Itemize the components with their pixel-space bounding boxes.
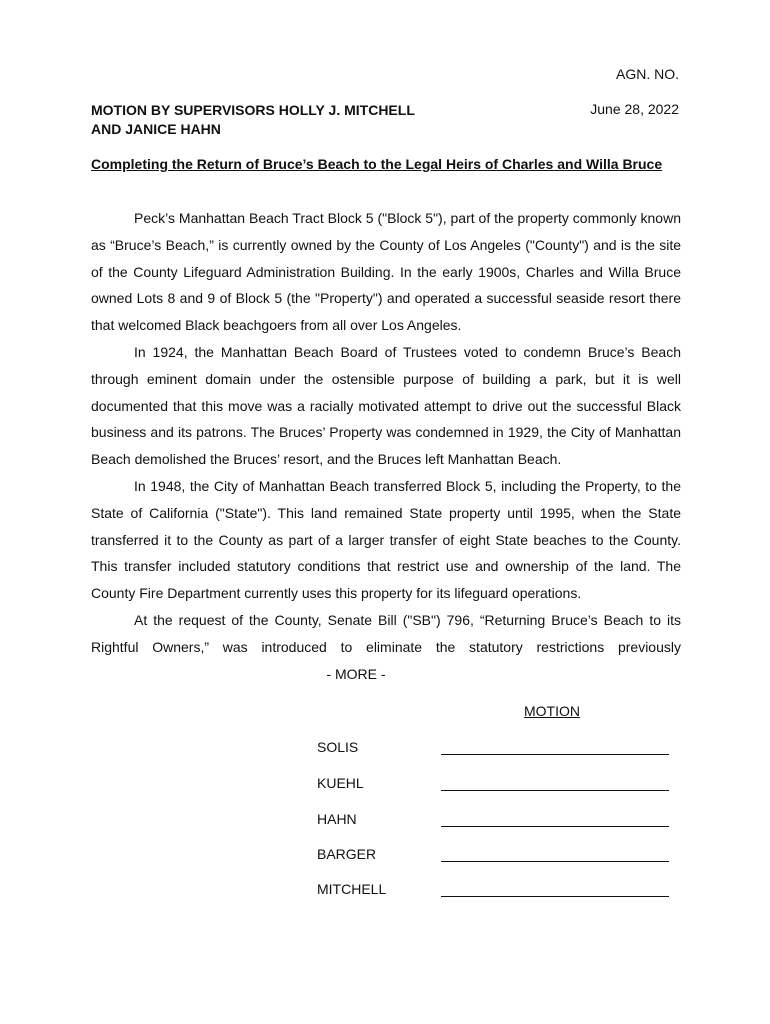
signature-line xyxy=(441,896,669,897)
vote-row-kuehl xyxy=(317,775,669,795)
vote-row-mitchell xyxy=(317,881,669,901)
body-paragraph: At the request of the County, Senate Bill ("SB") 796, “Returning Bruce’s Beach to its Rightful Owners,” was introduced to eliminate the statutory restrictions previously xyxy=(91,611,681,655)
motion-title: Completing the Return of Bruce’s Beach to the Legal Heirs of Charles and Willa Bruce xyxy=(91,156,663,172)
supervisor-name: KUEHL xyxy=(317,775,364,791)
supervisor-name: BARGER xyxy=(317,846,377,862)
motion-body xyxy=(91,205,681,661)
motion-by-line-1: MOTION BY SUPERVISORS HOLLY J. MITCHELL xyxy=(91,102,415,118)
signature-line xyxy=(441,790,669,791)
motion-date: June 28, 2022 xyxy=(590,101,679,117)
signature-line xyxy=(441,754,669,755)
vote-row-solis xyxy=(317,739,669,759)
body-paragraph: Peck’s Manhattan Beach Tract Block 5 ("Block 5"), part of the property commonly known as “Bruce’s Beach,” is currently owned by the County of Los Angeles ("County") and is the site of the County Lifeguard Administration Building. In the early 1900s, Charles and Willa Bruce owned Lots 8 and 9 of Block 5 (the "Property") and operated a successful seaside resort there that welcomed Black beachgoers from all over Los Angeles. xyxy=(91,210,681,334)
signature-line xyxy=(441,826,669,827)
motion-label: MOTION xyxy=(524,703,580,719)
supervisor-name: HAHN xyxy=(317,811,357,827)
vote-row-barger xyxy=(317,846,669,866)
vote-row-hahn xyxy=(317,811,669,831)
body-paragraph: In 1948, the City of Manhattan Beach transferred Block 5, including the Property, to the State of California ("State"). This land remained State property until 1995, when the State transferred it to the County as part of a larger transfer of eight State beaches to the County. This transfer included statutory conditions that restrict use and ownership of the land. The County Fire Department currently uses this property for its lifeguard operations. xyxy=(91,477,681,602)
motion-by-heading xyxy=(91,101,415,139)
body-paragraph: In 1924, the Manhattan Beach Board of Trustees voted to condemn Bruce’s Beach through eminent domain under the ostensible purpose of building a park, but it is well documented that this move was a racially motivated attempt to drive out the successful Black business and its patrons. The Bruces’ Property was condemned in 1929, the City of Manhattan Beach demolished the Bruces’ resort, and the Bruces left Manhattan Beach. xyxy=(91,343,681,468)
agenda-number: AGN. NO. xyxy=(615,66,679,82)
motion-by-line-2: AND JANICE HAHN xyxy=(91,121,221,137)
supervisor-name: SOLIS xyxy=(317,739,359,755)
signature-line xyxy=(441,861,669,862)
more-indicator: - MORE - xyxy=(326,666,386,682)
supervisor-name: MITCHELL xyxy=(317,881,387,897)
